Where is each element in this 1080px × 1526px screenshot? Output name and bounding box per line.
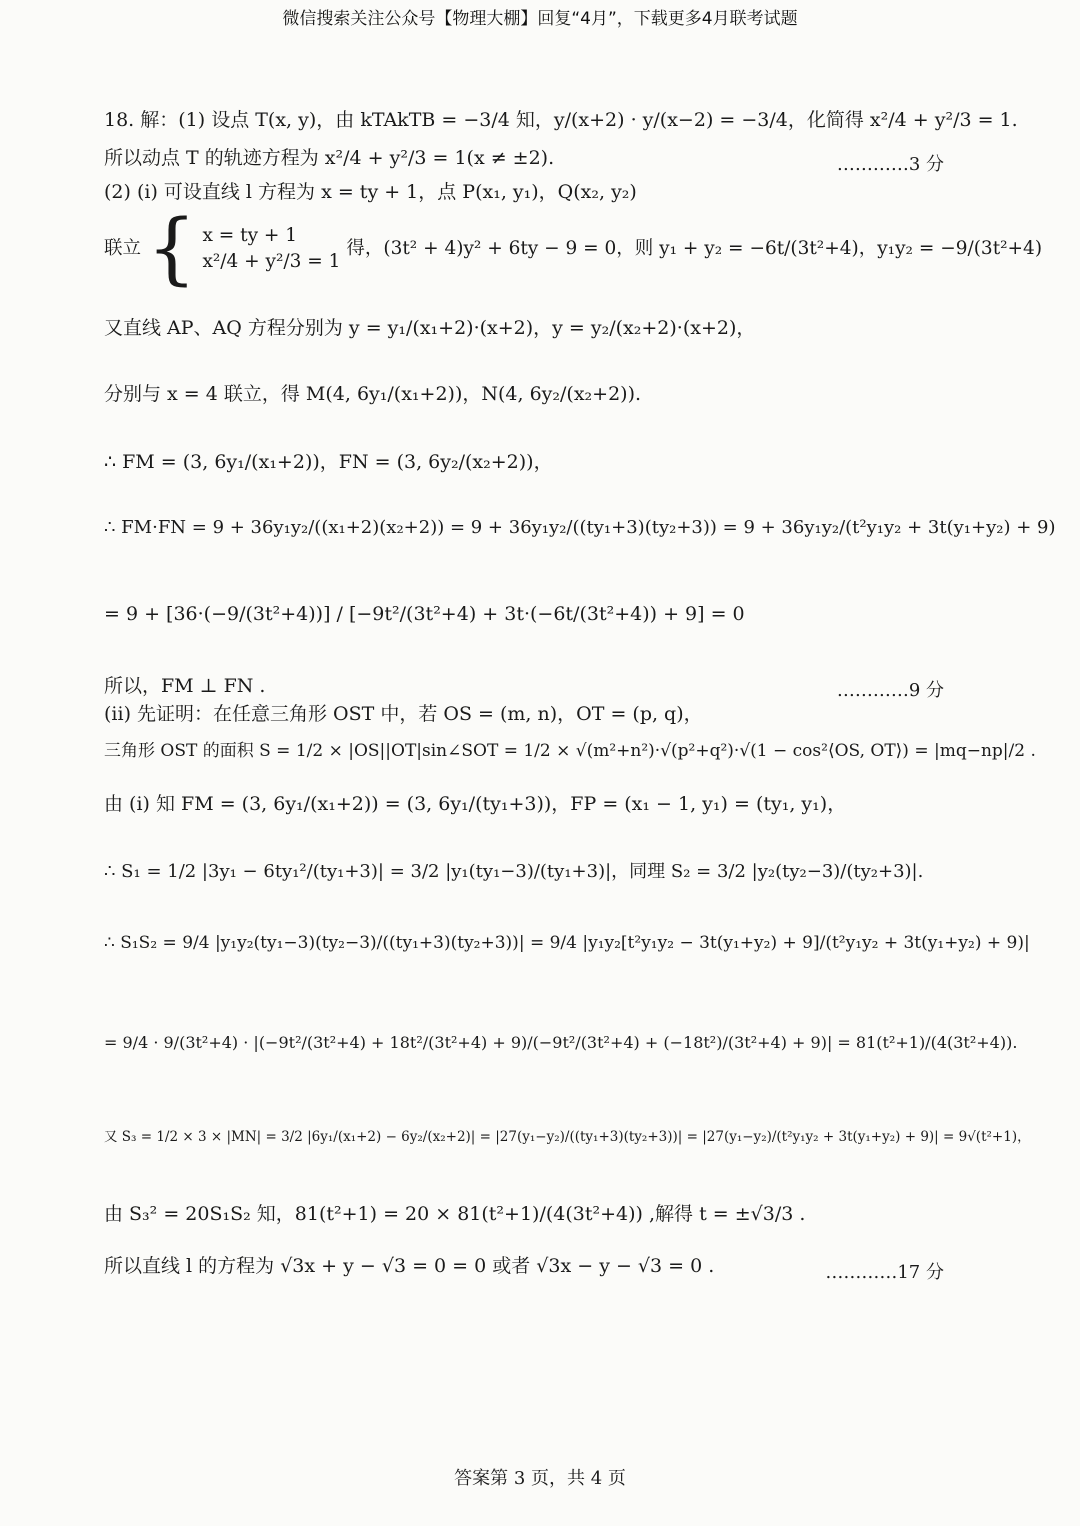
score-9: …………9 分 [836,680,944,701]
solution-line-1: 18. 解：(1) 设点 T(x, y)，由 kTAkTB = −3/4 知，y/(x+2) · y/(x−2) = −3/4，化简得 x²/4 + y²/3 = 1. [104,109,1018,131]
system-line [104,204,1043,294]
page-footer: 答案第 3 页，共 4 页 [454,1468,626,1489]
solution-line-13: 由 (i) 知 FM = (3, 6y₁/(x₁+2)) = (3, 6y₁/(ty₁+3))，FP = (x₁ − 1, y₁) = (ty₁, y₁)， [104,793,847,815]
solution-line-5: 又直线 AP、AQ 方程分别为 y = y₁/(x₁+2)·(x+2)，y = y₂/(x₂+2)·(x+2)， [104,317,756,339]
solution-line-19: 所以直线 l 的方程为 √3x + y − √3 = 0 = 0 或者 √3x − y − √3 = 0 . [104,1255,715,1277]
equation-system [202,223,340,275]
solution-line-14: ∴ S₁ = 1/2 |3y₁ − 6ty₁²/(ty₁+3)| = 3/2 |y₁(ty₁−3)/(ty₁+3)|，同理 S₂ = 3/2 |y₂(ty₂−3)/(ty₂+3)|. [104,861,924,882]
system-label: 联立 [104,238,142,259]
solution-line-17: 又 S₃ = 1/2 × 3 × |MN| = 3/2 |6y₁/(x₁+2) − 6y₂/(x₂+2)| = |27(y₁−y₂)/((ty₁+3)(ty₂+3))| = |27(y₁−y₂)/(t²y₁y₂ + 3t(y₁+y₂) + 9)| = 9√(t²+1)， [104,1129,1031,1145]
system-eq-2: x²/4 + y²/3 = 1 [202,251,341,272]
brace-icon: { [146,204,197,294]
system-eq-1: x = ty + 1 [202,225,298,247]
solution-line-18: 由 S₃² = 20S₁S₂ 知，81(t²+1) = 20 × 81(t²+1)/(4(3t²+4)) ,解得 t = ±√3/3 . [104,1203,806,1225]
solution-line-6: 分别与 x = 4 联立，得 M(4, 6y₁/(x₁+2))，N(4, 6y₂/(x₂+2)). [104,383,642,405]
solution-line-11: (ii) 先证明：在任意三角形 OST 中，若 OS = (m, n)，OT = (p, q)， [104,703,703,725]
solution-line-8: ∴ FM·FN = 9 + 36y₁y₂/((x₁+2)(x₂+2)) = 9 + 36y₁y₂/((ty₁+3)(ty₂+3)) = 9 + 36y₁y₂/(t²y₁y₂ + 3t(y₁+y₂) + 9) [104,517,1056,538]
solution-line-15: ∴ S₁S₂ = 9/4 |y₁y₂(ty₁−3)(ty₂−3)/((ty₁+3)(ty₂+3))| = 9/4 |y₁y₂[t²y₁y₂ − 3t(y₁+y₂) + 9]/(t²y₁y₂ + 3t(y₁+y₂) + 9)| [104,933,1030,953]
solution-line-16: = 9/4 · 9/(3t²+4) · |(−9t²/(3t²+4) + 18t²/(3t²+4) + 9)/(−9t²/(3t²+4) + (−18t²)/(3t²+4) + 9)| = 81(t²+1)/(4(3t²+4)). [104,1033,1018,1052]
solution-line-2: 所以动点 T 的轨迹方程为 x²/4 + y²/3 = 1(x ≠ ±2). [104,147,555,169]
solution-line-12: 三角形 OST 的面积 S = 1/2 × |OS||OT|sin∠SOT = 1/2 × √(m²+n²)·√(p²+q²)·√(1 − cos²⟨OS, OT⟩) = |mq−np|/2 . [104,741,1036,761]
solution-line-7: ∴ FM = (3, 6y₁/(x₁+2))，FN = (3, 6y₂/(x₂+2))， [104,451,553,473]
system-result: 得，(3t² + 4)y² + 6ty − 9 = 0，则 y₁ + y₂ = −6t/(3t²+4)，y₁y₂ = −9/(3t²+4) [346,238,1043,259]
score-17: …………17 分 [825,1262,944,1283]
header-notice: 微信搜索关注公众号【物理大棚】回复“4月”，下载更多4月联考试题 [282,9,798,29]
score-3: …………3 分 [836,154,944,175]
solution-line-10: 所以，FM ⊥ FN . [104,675,266,697]
solution-line-3: (2) (i) 可设直线 l 方程为 x = ty + 1，点 P(x₁, y₁)，Q(x₂, y₂) [104,181,637,203]
solution-line-9: = 9 + [36·(−9/(3t²+4))] / [−9t²/(3t²+4) + 3t·(−6t/(3t²+4)) + 9] = 0 [104,603,745,625]
